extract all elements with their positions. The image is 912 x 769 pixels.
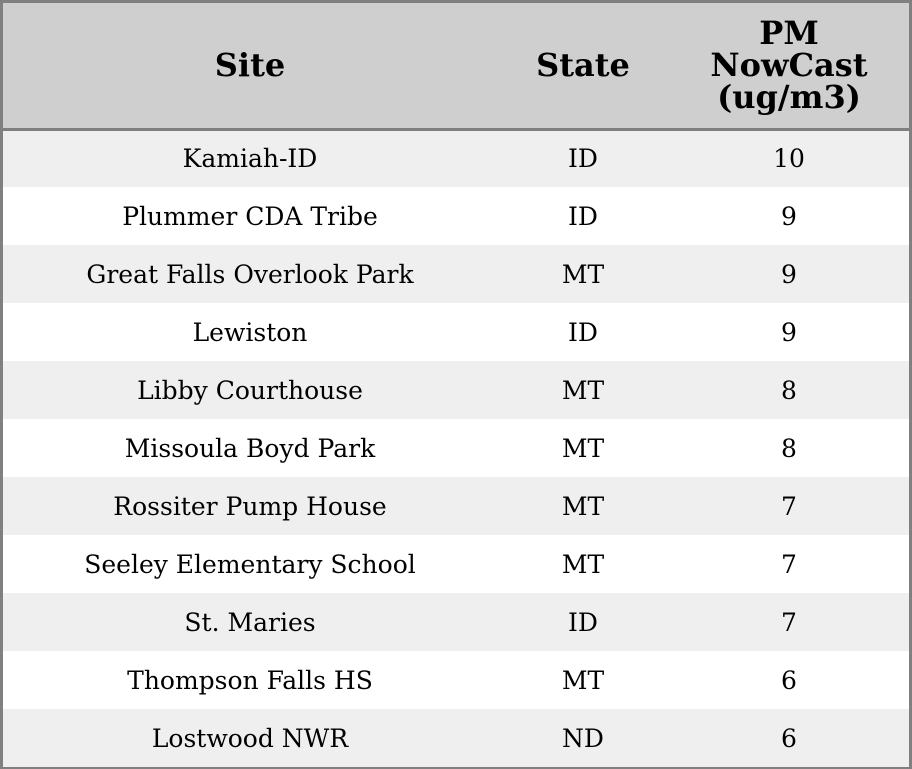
cell-pm-nowcast: 6 — [781, 665, 797, 695]
cell-site: Seeley Elementary School — [84, 549, 416, 579]
cell-state: ID — [568, 607, 598, 637]
cell-state: MT — [561, 665, 605, 695]
cell-pm-nowcast: 9 — [781, 259, 797, 289]
pm-nowcast-table — [3, 3, 909, 767]
column-header-site: Site — [3, 3, 497, 129]
cell-state: ND — [562, 723, 604, 753]
cell-site: Libby Courthouse — [137, 375, 363, 405]
cell-pm-nowcast: 9 — [781, 317, 797, 347]
cell-site: Thompson Falls HS — [127, 665, 373, 695]
table-row — [3, 187, 909, 245]
cell-state: MT — [561, 549, 605, 579]
table-header — [3, 3, 909, 129]
table-body — [3, 129, 909, 767]
table-row — [3, 419, 909, 477]
column-header-state: State — [497, 3, 669, 129]
cell-site: St. Maries — [184, 607, 316, 637]
cell-pm-nowcast: 8 — [781, 375, 797, 405]
cell-state: MT — [561, 491, 605, 521]
table-row — [3, 477, 909, 535]
cell-state: ID — [568, 317, 598, 347]
cell-pm-nowcast: 9 — [781, 201, 797, 231]
cell-pm-nowcast: 10 — [773, 144, 805, 174]
cell-site: Lewiston — [192, 317, 308, 347]
table-row — [3, 129, 909, 187]
table-row — [3, 593, 909, 651]
cell-state: ID — [568, 201, 598, 231]
table-row — [3, 303, 909, 361]
cell-pm-nowcast: 8 — [781, 433, 797, 463]
table-row — [3, 651, 909, 709]
cell-state: MT — [561, 375, 605, 405]
cell-site: Great Falls Overlook Park — [86, 259, 414, 289]
cell-state: ID — [568, 144, 598, 174]
cell-site: Kamiah-ID — [182, 144, 318, 174]
cell-pm-nowcast: 6 — [781, 723, 797, 753]
table-row — [3, 245, 909, 303]
cell-pm-nowcast: 7 — [781, 491, 797, 521]
cell-state: MT — [561, 433, 605, 463]
cell-pm-nowcast: 7 — [781, 607, 797, 637]
cell-pm-nowcast: 7 — [781, 549, 797, 579]
table-row — [3, 709, 909, 767]
header-row — [3, 3, 909, 129]
cell-site: Plummer CDA Tribe — [122, 201, 378, 231]
table-row — [3, 535, 909, 593]
cell-site: Lostwood NWR — [151, 723, 349, 753]
column-header-pm-nowcast: PM NowCast (ug/m3) — [669, 3, 909, 129]
table-row — [3, 361, 909, 419]
cell-site: Missoula Boyd Park — [124, 433, 376, 463]
cell-site: Rossiter Pump House — [113, 491, 387, 521]
cell-state: MT — [561, 259, 605, 289]
